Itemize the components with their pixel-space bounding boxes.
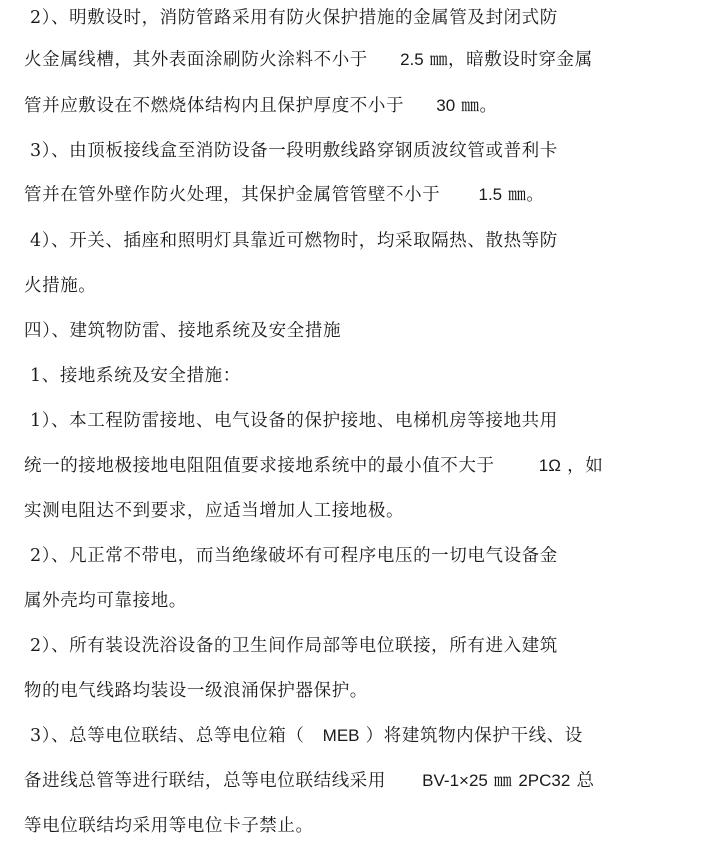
paragraph-line (30, 544, 558, 568)
paragraph-line (24, 679, 368, 703)
value-conduit-spec: 2PC32 (518, 771, 571, 790)
paragraph-line (24, 48, 593, 72)
text-segment: 四）、建筑物防雷、接地系统及安全措施 (24, 321, 342, 341)
text-segment: 2）、所有装设洗浴设备的卫生间作局部等电位联接，所有进入建筑 (30, 636, 558, 656)
text-segment: 火措施。 (24, 276, 97, 296)
text-segment: 物的电气线路均装设一级浪涌保护器保护。 (24, 681, 368, 701)
text-segment: 实测电阻达不到要求，应适当增加人工接地极。 (24, 501, 405, 521)
text-segment: 备进线总管等进行联结，总等电位联结线采用 (24, 771, 386, 791)
paragraph-line (30, 724, 583, 748)
text-segment: 管并应敷设在不燃烧体结构内且保护厚度不小于 (24, 96, 405, 116)
paragraph-line (30, 229, 558, 253)
paragraph-line (24, 814, 314, 838)
paragraph-line (24, 499, 404, 523)
value-meb-abbr: MEB (322, 726, 360, 745)
paragraph-line (24, 454, 603, 478)
paragraph-line (30, 634, 558, 658)
text-segment: 属外壳均可靠接地。 (24, 591, 187, 611)
value-wall-thickness: 1.5 (478, 185, 503, 204)
text-segment: ，如 (567, 456, 604, 476)
paragraph-line (30, 6, 558, 30)
text-segment: 3）、由顶板接线盒至消防设备一段明敷线路穿钢质波纹管或普利卡 (30, 141, 558, 161)
paragraph-line (30, 409, 558, 433)
text-segment: 1）、本工程防雷接地、电气设备的保护接地、电梯机房等接地共用 (30, 411, 558, 431)
paragraph-line (24, 94, 498, 118)
paragraph-line (24, 183, 545, 207)
text-segment: ㎜。 (508, 185, 545, 205)
text-segment: ㎜。 (461, 96, 498, 116)
text-segment: 4）、开关、插座和照明灯具靠近可燃物时，均采取隔热、散热等防 (30, 231, 558, 251)
value-resistance: 1Ω (538, 456, 561, 475)
text-segment: 2）、明敷设时，消防管路采用有防火保护措施的金属管及封闭式防 (30, 8, 558, 28)
text-segment: 3）、总等电位联结、总等电位箱（ (30, 726, 305, 746)
section-heading (24, 319, 341, 343)
value-cable-spec: BV-1×25 (422, 771, 488, 790)
text-segment: ㎜，暗敷设时穿金属 (429, 50, 593, 70)
paragraph-line (24, 769, 595, 793)
text-segment: 管并在管外壁作防火处理，其保护金属管管壁不小于 (24, 185, 441, 205)
text-segment: 2）、凡正常不带电，而当绝缘破坏有可程序电压的一切电气设备金 (30, 546, 558, 566)
value-protection-thickness: 30 (436, 96, 456, 115)
value-thickness-coating: 2.5 (400, 50, 424, 69)
text-segment: ㎜ (494, 771, 519, 791)
paragraph-line (30, 139, 558, 163)
text-segment: 统一的接地极接地电阻阻值要求接地系统中的最小值不大于 (24, 456, 495, 476)
subsection-heading (30, 364, 241, 388)
paragraph-line (24, 274, 96, 298)
paragraph-line (24, 589, 187, 613)
text-segment: 1、接地系统及安全措施： (30, 366, 241, 386)
text-segment: 等电位联结均采用等电位卡子禁止。 (24, 816, 314, 836)
text-segment: 火金属线槽，其外表面涂刷防火涂料不小于 (24, 50, 368, 70)
text-segment: ）将建筑物内保护干线、设 (365, 726, 583, 746)
text-segment: 总 (576, 771, 595, 791)
